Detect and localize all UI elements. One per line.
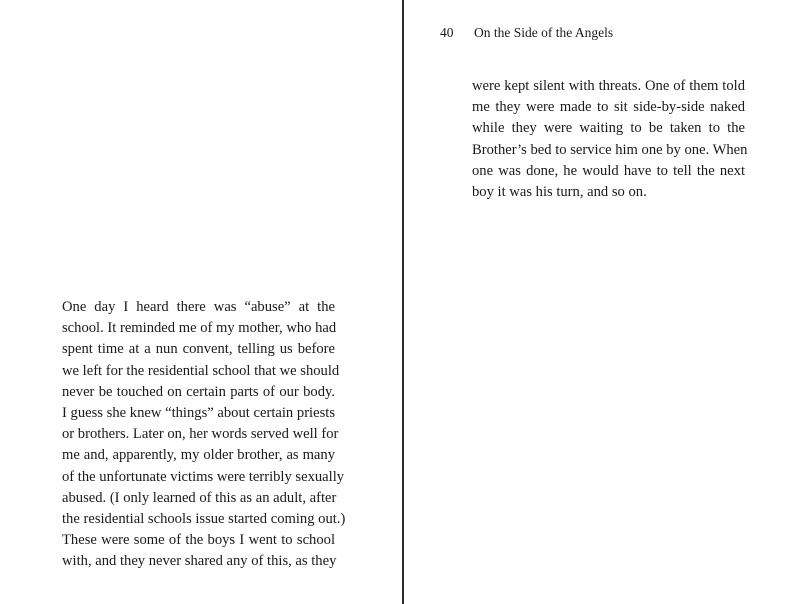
left-page bbox=[0, 0, 402, 604]
right-text-line: Brother’s bed to service him one by one. When bbox=[472, 141, 748, 158]
right-text-line: boy it was his turn, and so on. bbox=[472, 184, 647, 201]
running-header bbox=[440, 24, 613, 42]
left-text-line: with, and they never shared any of this, as they bbox=[62, 553, 337, 570]
left-text-line: never be touched on certain parts of our body. bbox=[62, 383, 335, 400]
running-title: On the Side of the Angels bbox=[474, 25, 614, 40]
left-text-line: of the unfortunate victims were terribly sexually bbox=[62, 468, 345, 485]
left-text-line: the residential schools issue started coming out.) bbox=[62, 511, 346, 528]
left-text-line: One day I heard there was “abuse” at the bbox=[62, 299, 335, 315]
page-number: 40 bbox=[440, 25, 454, 40]
left-text-line: or brothers. Later on, her words served well for bbox=[62, 426, 339, 443]
left-text-line: me and, apparently, my older brother, as many bbox=[62, 447, 335, 464]
left-text-line: school. It reminded me of my mother, who had bbox=[62, 320, 337, 337]
left-text-line: These were some of the boys I went to school bbox=[62, 532, 335, 549]
left-page-body-text bbox=[62, 297, 346, 573]
left-text-line: spent time at a nun convent, telling us before bbox=[62, 341, 335, 358]
left-text-line: I guess she knew “things” about certain priests bbox=[62, 405, 335, 422]
right-text-line: one was done, he would have to tell the next bbox=[472, 162, 745, 179]
right-page-body-text bbox=[472, 76, 748, 203]
left-text-line: abused. (I only learned of this as an adult, after bbox=[62, 489, 337, 506]
left-text-line: we left for the residential school that we should bbox=[62, 362, 340, 379]
right-text-line: were kept silent with threats. One of them told bbox=[472, 78, 745, 94]
right-text-line: while they were waiting to be taken to the bbox=[472, 120, 745, 137]
right-text-line: me they were made to sit side-by-side naked bbox=[472, 99, 745, 116]
right-page bbox=[404, 0, 810, 604]
